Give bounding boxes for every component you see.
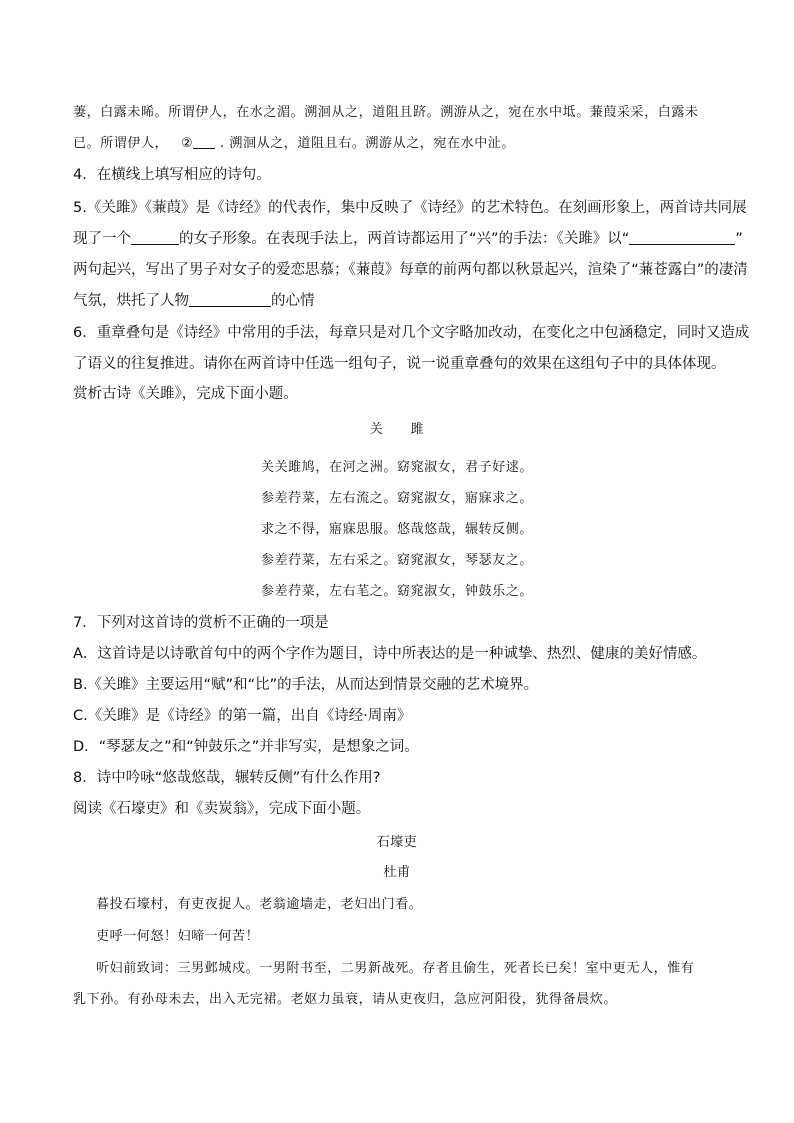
question-8: 8．诗中吟咏“悠哉悠哉，辗转反侧”有什么作用? [73, 770, 381, 786]
fill-blank[interactable] [131, 230, 179, 245]
q5-text: 现了一个 [73, 231, 131, 247]
q5-text: 气氛，烘托了人物 [73, 293, 189, 309]
option-b[interactable]: B.《关雎》主要运用“赋”和“比”的手法，从而达到情景交融的艺术境界。 [73, 677, 539, 693]
q5-text: ” [735, 231, 743, 247]
poem-line: 参差荇菜，左右采之。窈窕淑女，琴瑟友之。 [260, 553, 533, 568]
poem-paragraph: 乳下孙。有孙母未去，出入无完裙。老妪力虽衰，请从吏夜归，急应河阳役，犹得备晨炊。 [73, 992, 618, 1007]
question-5-line-3: 两句起兴，写出了男子对女子的爱恋思慕；《蒹葭》每章的前两句都以秋景起兴，渲染了“蒹苍露白”的凄清 [73, 262, 748, 278]
option-d[interactable]: D．“琴瑟友之”和“钟鼓乐之”并非写实，是想象之词。 [73, 739, 419, 755]
poem-title: 石壕吏 [376, 835, 418, 850]
poem-line: 参差荇菜，左右芼之。窈窕淑女，钟鼓乐之。 [260, 584, 533, 599]
question-5-line-1: 5.《关雎》《蒹葭》是《诗经》的代表作，集中反映了《诗经》的艺术特色。在刻画形象上，两首诗共同展 [73, 200, 747, 216]
question-5-line-4 [73, 289, 315, 310]
intro-guanju: 赏析古诗《关雎》，完成下面小题。 [73, 386, 298, 402]
question-7-stem: 7．下列对这首诗的赏析不正确的一项是 [73, 615, 329, 631]
question-6-line-1: 6．重章叠句是《诗经》中常用的手法，每章只是对几个文字略加改动，在变化之中包涵稳定，同时又造成 [73, 325, 750, 341]
poem-author: 杜甫 [383, 865, 411, 880]
question-4: 4．在横线上填写相应的诗句。 [73, 167, 271, 183]
fill-blank[interactable] [193, 134, 215, 149]
poem-paragraph: 暮投石壕村，有吏夜捉人。老翁逾墙走，老妇出门看。 [96, 897, 423, 912]
poem-continuation-line-1: 萋，白露未晞。所谓伊人，在水之湄。溯洄从之，道阻且跻。溯游从之，宛在水中坻。蒹葭采采，白露未 [73, 105, 699, 120]
poem-line: 参差荇菜，左右流之。窈窕淑女，寤寐求之。 [260, 491, 533, 506]
fill-blank[interactable] [629, 230, 735, 245]
poem-text: 已。所谓伊人， [73, 136, 169, 151]
poem-line: 关关雎鸠，在河之洲。窈窕淑女，君子好逑。 [260, 460, 533, 475]
q5-text: 的心情 [271, 293, 315, 309]
poem-paragraph: 听妇前致词：三男邺城戍。一男附书至，二男新战死。存者且偷生，死者长已矣！室中更无人，惟有 [96, 961, 695, 976]
question-6-line-2: 了语义的往复推进。请你在两首诗中任选一组句子，说一说重章叠句的效果在这组句子中的具体体现。 [73, 356, 726, 372]
poem-text: . 溯洄从之，道阻且右。溯游从之，宛在水中沚。 [219, 136, 516, 151]
poem-title: 关 雎 [369, 422, 425, 437]
poem-line: 求之不得，寤寐思服。悠哉悠哉，辗转反侧。 [260, 522, 533, 537]
q5-text: 的女子形象。在表现手法上，两首诗都运用了“兴”的手法：《关雎》以“ [179, 231, 630, 247]
option-c[interactable]: C.《关雎》是《诗经》的第一篇，出自《诗经·周南》 [73, 708, 412, 724]
poem-continuation-line-2 [73, 132, 515, 151]
poem-paragraph: 吏呼一何怒！妇啼一何苦！ [96, 929, 260, 944]
intro-shihaoli: 阅读《石壕吏》和《卖炭翁》，完成下面小题。 [73, 801, 371, 817]
question-5-line-2 [73, 227, 743, 248]
blank-marker: ② [180, 136, 194, 151]
option-a[interactable]: A．这首诗是以诗歌首句中的两个字作为题目，诗中所表达的是一种诚挚、热烈、健康的美好情感。 [73, 646, 707, 662]
fill-blank[interactable] [189, 292, 271, 307]
